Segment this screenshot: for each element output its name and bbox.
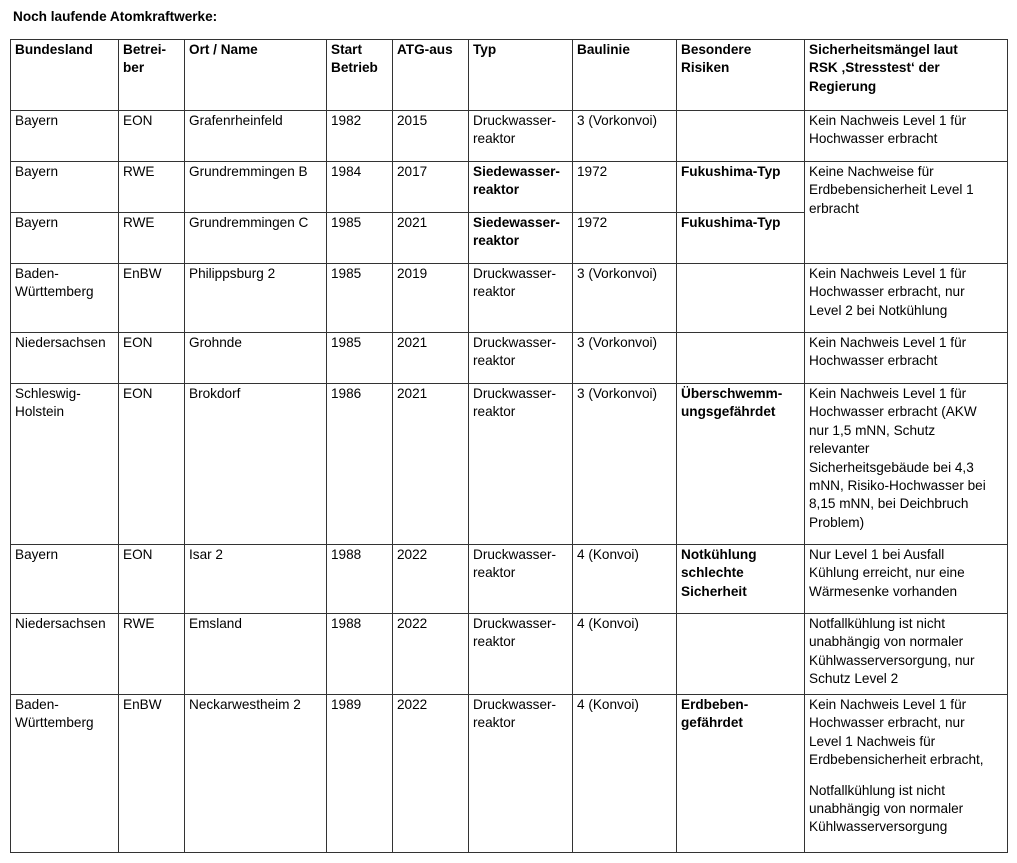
cell-maengel: Kein Nachweis Level 1 für Hochwasser erbracht [805,111,1008,162]
cell-baulinie: 1972 [573,213,677,264]
cell-betreiber: EnBW [119,264,185,333]
header-bundesland: Bundesland [11,40,119,111]
header-betreiber: Betrei- ber [119,40,185,111]
cell-bundesland: Schleswig- Holstein [11,384,119,545]
header-ort: Ort / Name [185,40,327,111]
cell-ort: Brokdorf [185,384,327,545]
cell-bundesland: Niedersachsen [11,333,119,384]
cell-ort: Philippsburg 2 [185,264,327,333]
cell-maengel: Keine Nachweise für Erdbebensicherheit Level 1 erbracht [805,162,1008,264]
cell-risiken [677,111,805,162]
cell-risiken: Fukushima-Typ [677,162,805,213]
cell-baulinie: 3 (Vorkonvoi) [573,111,677,162]
cell-start: 1986 [327,384,393,545]
cell-start: 1985 [327,213,393,264]
cell-baulinie: 4 (Konvoi) [573,695,677,853]
cell-atg: 2022 [393,695,469,853]
cell-typ: Druckwasser- reaktor [469,333,573,384]
cell-betreiber: RWE [119,213,185,264]
cell-betreiber: RWE [119,162,185,213]
table-row [11,111,1008,162]
cell-baulinie: 3 (Vorkonvoi) [573,264,677,333]
cell-risiken: Überschwemm- ungsgefährdet [677,384,805,545]
header-maengel: Sicherheitsmängel laut RSK ‚Stresstest‘ der Regierung [805,40,1008,111]
cell-baulinie: 4 (Konvoi) [573,614,677,695]
cell-start: 1985 [327,333,393,384]
cell-atg: 2021 [393,384,469,545]
cell-betreiber: EON [119,545,185,614]
header-typ: Typ [469,40,573,111]
cell-ort: Grafenrheinfeld [185,111,327,162]
cell-maengel: Kein Nachweis Level 1 für Hochwasser erbracht, nur Level 2 bei Notkühlung [805,264,1008,333]
table-row [11,162,1008,213]
cell-ort: Grohnde [185,333,327,384]
header-atg: ATG-aus [393,40,469,111]
cell-risiken: Erdbeben- gefährdet [677,695,805,853]
cell-bundesland: Baden- Württemberg [11,264,119,333]
cell-atg: 2022 [393,614,469,695]
cell-bundesland: Bayern [11,111,119,162]
cell-bundesland: Bayern [11,213,119,264]
cell-atg: 2021 [393,333,469,384]
cell-typ: Druckwasser- reaktor [469,111,573,162]
cell-risiken: Fukushima-Typ [677,213,805,264]
cell-baulinie: 4 (Konvoi) [573,545,677,614]
cell-risiken [677,264,805,333]
cell-ort: Grundremmingen C [185,213,327,264]
cell-start: 1989 [327,695,393,853]
cell-risiken [677,333,805,384]
table-row [11,264,1008,333]
maengel-paragraph-1: Kein Nachweis Level 1 für Hochwasser erbracht, nur Level 1 Nachweis für Erdbebensicherheit erbracht, [809,697,984,768]
cell-start: 1988 [327,545,393,614]
cell-atg: 2019 [393,264,469,333]
cell-maengel: Nur Level 1 bei Ausfall Kühlung erreicht, nur eine Wärmesenke vorhanden [805,545,1008,614]
table-row [11,384,1008,545]
cell-betreiber: EON [119,384,185,545]
cell-maengel: Notfallkühlung ist nicht unabhängig von normaler Kühlwasserversorgung, nur Schutz Level 2 [805,614,1008,695]
cell-risiken: Notkühlung schlechte Sicherheit [677,545,805,614]
cell-typ: Druckwasser- reaktor [469,614,573,695]
cell-betreiber: EON [119,333,185,384]
cell-ort: Neckarwestheim 2 [185,695,327,853]
table-header-row [11,40,1008,111]
cell-maengel: Kein Nachweis Level 1 für Hochwasser erbracht [805,333,1008,384]
header-start: Start Betrieb [327,40,393,111]
table-row [11,333,1008,384]
page-title: Noch laufende Atomkraftwerke: [13,9,218,24]
nuclear-plants-table [10,39,1008,853]
header-baulinie: Baulinie [573,40,677,111]
table-row [11,545,1008,614]
cell-ort: Emsland [185,614,327,695]
cell-maengel [805,695,1008,853]
cell-atg: 2022 [393,545,469,614]
table-row [11,695,1008,853]
cell-start: 1982 [327,111,393,162]
cell-ort: Isar 2 [185,545,327,614]
cell-betreiber: EON [119,111,185,162]
cell-baulinie: 3 (Vorkonvoi) [573,384,677,545]
cell-typ: Siedewasser- reaktor [469,162,573,213]
cell-start: 1984 [327,162,393,213]
cell-atg: 2015 [393,111,469,162]
cell-bundesland: Bayern [11,545,119,614]
cell-bundesland: Baden- Württemberg [11,695,119,853]
cell-betreiber: RWE [119,614,185,695]
maengel-paragraph-2: Notfallkühlung ist nicht unabhängig von normaler Kühlwasserversorgung [809,782,964,835]
cell-ort: Grundremmingen B [185,162,327,213]
cell-bundesland: Niedersachsen [11,614,119,695]
cell-baulinie: 1972 [573,162,677,213]
cell-risiken [677,614,805,695]
cell-typ: Siedewasser- reaktor [469,213,573,264]
cell-start: 1985 [327,264,393,333]
table-row [11,614,1008,695]
cell-bundesland: Bayern [11,162,119,213]
cell-typ: Druckwasser- reaktor [469,384,573,545]
cell-typ: Druckwasser- reaktor [469,264,573,333]
header-risiken: Besondere Risiken [677,40,805,111]
cell-betreiber: EnBW [119,695,185,853]
cell-typ: Druckwasser- reaktor [469,695,573,853]
cell-maengel: Kein Nachweis Level 1 für Hochwasser erbracht (AKW nur 1,5 mNN, Schutz relevanter Sicherheitsgebäude bei 4,3 mNN, Risiko-Hochwasser bei 8,15 mNN, bei Deichbruch Problem) [805,384,1008,545]
cell-typ: Druckwasser- reaktor [469,545,573,614]
cell-baulinie: 3 (Vorkonvoi) [573,333,677,384]
cell-atg: 2017 [393,162,469,213]
cell-atg: 2021 [393,213,469,264]
cell-start: 1988 [327,614,393,695]
